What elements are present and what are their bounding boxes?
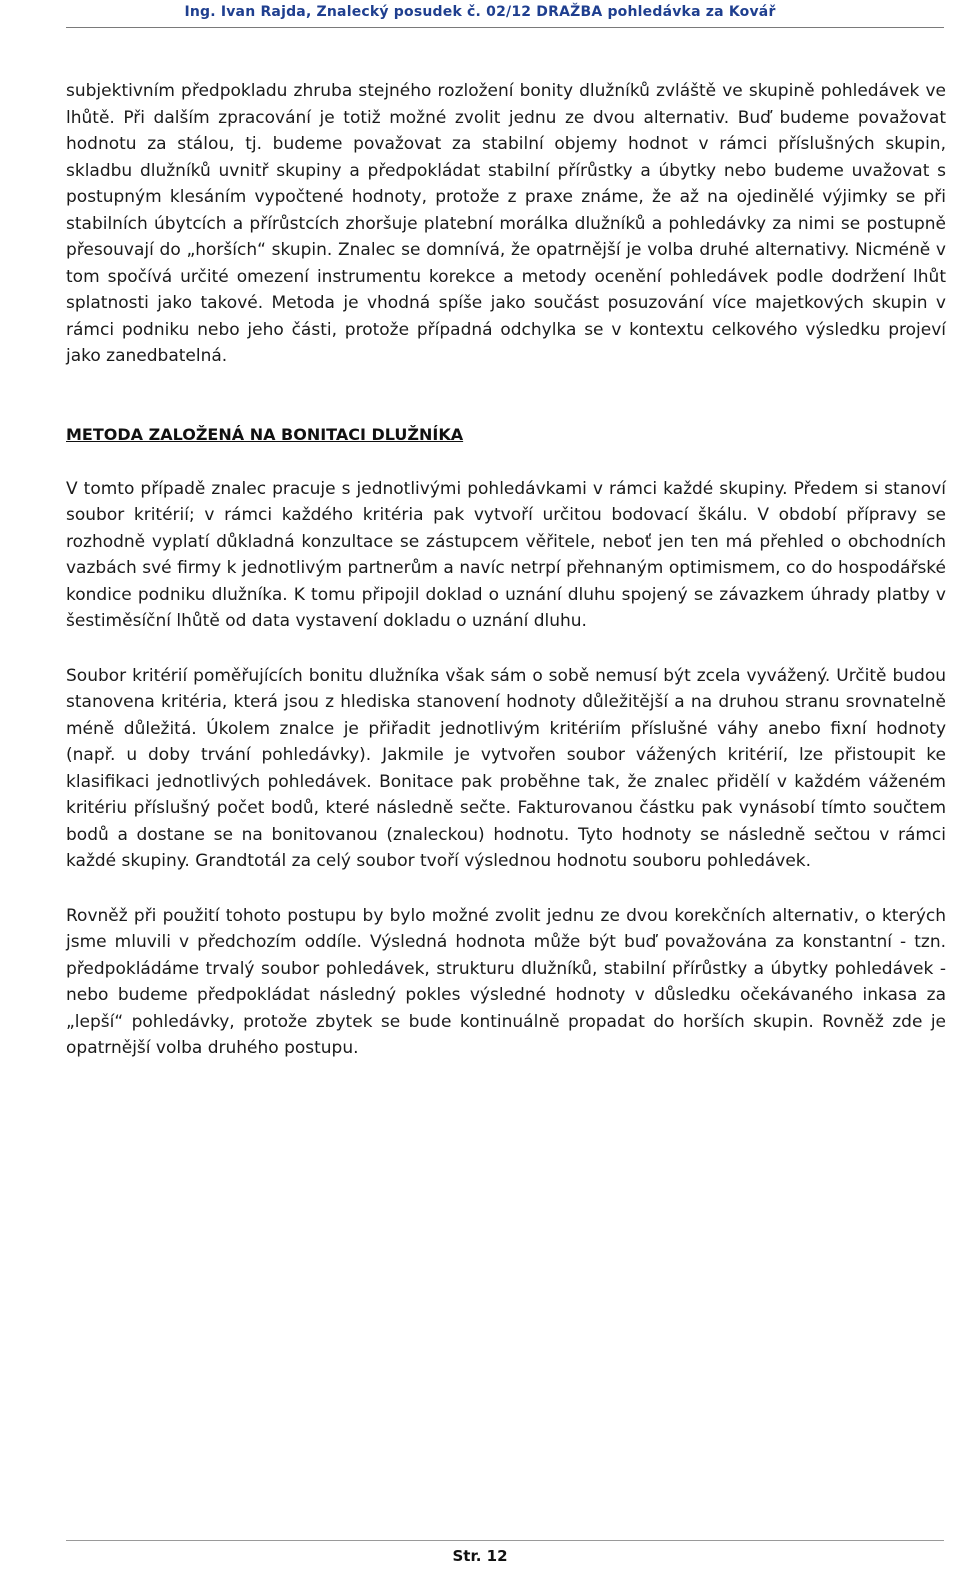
footer-divider [66,1540,944,1541]
paragraph-criteria-weighting: Soubor kritérií poměřujících bonitu dlužníka však sám o sobě nemusí být zcela vyvážený. Určitě budou stanovena kritéria, která jsou z hlediska stanovení hodnoty důležitější a na druhou stranu srovnatelně méně důležitá. Úkolem znalce je přiřadit jednotlivým kritériím příslušné váhy anebo fixní hodnoty (např. u doby trvání pohledávky). Jakmile je vytvořen soubor vážených kritérií, lze přistoupit ke klasifikaci jednotlivých pohledávek. Bonitace pak proběhne tak, že znalec přidělí v každém váženém kritériu příslušný počet bodů, které následně sečte. Fakturovanou částku pak vynásobí tímto součtem bodů a dostane se na bonitovanou (znaleckou) hodnotu. Tyto hodnoty se následně sečtou v rámci každé skupiny. Grandtotál za celý soubor tvoří výslednou hodnotu souboru pohledávek. [66,665,946,871]
spacer [66,875,946,903]
page-header: Ing. Ivan Rajda, Znalecký posudek č. 02/12 DRAŽBA pohledávka za Kovář [184,4,776,20]
page-number: Str. 12 [452,1547,508,1565]
document-body [66,78,946,1062]
spacer [66,370,946,424]
paragraph-continuation: subjektivním předpokladu zhruba stejného rozložení bonity dlužníků zvláště ve skupině pohledávek ve lhůtě. Při dalším zpracování je totiž možné zvolit jednu ze dvou alternativ. Buď budeme považovat hodnotu za stálou, tj. budeme považovat za stabilní objemy hodnot v rámci příslušných skupin, skladbu dlužníků uvnitř skupiny a předpokládat stabilní přírůstky a úbytky nebo budeme uvažovat s postupným klesáním vypočtené hodnoty, protože z praxe známe, že až na ojedinělé výjimky se při stabilních úbytcích a přírůstcích zhoršuje platební morálka dlužníků a pohledávky za nimi se postupně přesouvají do „horších“ skupin. Znalec se domnívá, že opatrnější je volba druhé alternativy. Nicméně v tom spočívá určité omezení instrumentu korekce a metody ocenění pohledávek podle dodržení lhůt splatnosti jako takové. Metoda je vhodná spíše jako součást posuzování více majetkových skupin v rámci podniku nebo jeho části, protože případná odchylka se v kontextu celkového výsledku projeví jako zanedbatelná. [66,81,946,366]
header-divider [66,27,944,28]
spacer [66,635,946,663]
section-heading: METODA ZALOŽENÁ NA BONITACI DLUŽNÍKA [66,424,464,444]
paragraph-correction-alternatives: Rovněž při použití tohoto postupu by bylo možné zvolit jednu ze dvou korekčních alternativ, o kterých jsme mluvili v předchozím oddíle. Výsledná hodnota může být buď považována za konstantní - tzn. předpokládáme trvalý soubor pohledávek, strukturu dlužníků, stabilní přírůstky a úbytky pohledávek - nebo budeme předpokládat následný pokles výsledné hodnoty v důsledku očekávaného inkasa za „lepší“ pohledávky, protože zbytek se bude kontinuálně propadat do horších skupin. Rovněž zde je opatrnější volba druhého postupu. [66,905,946,1058]
spacer [66,446,946,476]
paragraph-method-description: V tomto případě znalec pracuje s jednotlivými pohledávkami v rámci každé skupiny. Předem si stanoví soubor kritérií; v rámci každého kritéria pak vytvoří určitou bodovací škálu. V období přípravy se rozhodně vyplatí důkladná konzultace se zástupcem věřitele, neboť jen ten má přehled o obchodních vazbách své firmy k jednotlivým partnerům a navíc netrpí přehnaným optimismem, co do hospodářské kondice podniku dlužníka. K tomu připojil doklad o uznání dluhu spojený se závazkem úhrady platby v šestiměsíční lhůtě od data vystavení dokladu o uznání dluhu. [66,478,946,631]
